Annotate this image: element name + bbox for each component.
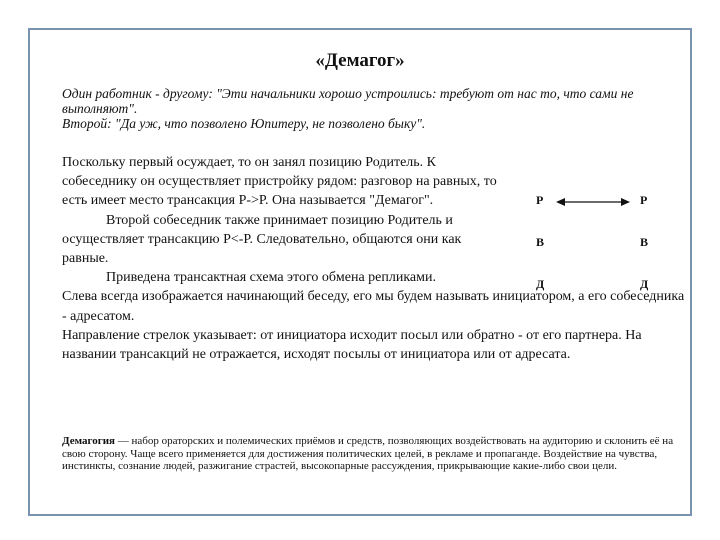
paragraph-3-first: Приведена трансактная схема этого обмена репликами. xyxy=(106,270,436,286)
paragraph-3-rest: Слева всегда изображается начинающий беседу, его мы будем называть инициатором, а его собеседника - адресатом. xyxy=(62,289,685,324)
demagogy-definition xyxy=(62,435,677,473)
dialogue-quote xyxy=(62,86,672,131)
right-adult-label: В xyxy=(640,235,649,249)
right-parent-label: Р xyxy=(640,193,648,207)
paragraph-1: Поскольку первый осуждает, то он занял позицию Родитель. К собеседнику он осуществляет пристройку рядом: разговор на равных, то есть имеет место трансакция Р->Р. Она называется "Демагог". xyxy=(62,155,497,209)
left-adult-label: В xyxy=(536,235,545,249)
arrowhead-left xyxy=(556,198,565,206)
transaction-diagram xyxy=(520,185,670,295)
paragraph-2: Второй собеседник также принимает позицию Родитель и осуществляет трансакцию Р<-Р. Следовательно, общаются они как равные. xyxy=(62,212,462,267)
left-parent-label: Р xyxy=(536,193,544,207)
definition-text: — набор ораторских и полемических приёмов и средств, позволяющих воздействовать на аудиторию и склонить её на свою сторону. Чаще всего применяется для достижения политических целей, в рекламе и пропаганде. Воздействие на чувства, инстинкты, сознание людей, разжигание страстей, высокопарные рассуждения, прикрывающие какие-либо свои цели. xyxy=(62,435,674,473)
arrowhead-right xyxy=(621,198,630,206)
left-child-label: Д xyxy=(536,277,545,291)
quote-line-1: Один работник - другому: "Эти начальники хорошо устроились: требуют от нас то, что сами не выполняют". xyxy=(62,86,634,116)
quote-line-2: Второй: "Да уж, что позволено Юпитеру, не позволено быку". xyxy=(62,116,426,131)
slide-title: «Демагог» xyxy=(315,50,405,71)
transaction-arrows xyxy=(520,185,670,295)
definition-term: Демагогия xyxy=(62,435,116,447)
right-child-label: Д xyxy=(640,277,649,291)
paragraph-4: Направление стрелок указывает: от инициатора исходит посыл или обратно - от его партнера. На названии трансакций не отражается, исходят посылы от инициатора или от адресата. xyxy=(62,327,642,363)
